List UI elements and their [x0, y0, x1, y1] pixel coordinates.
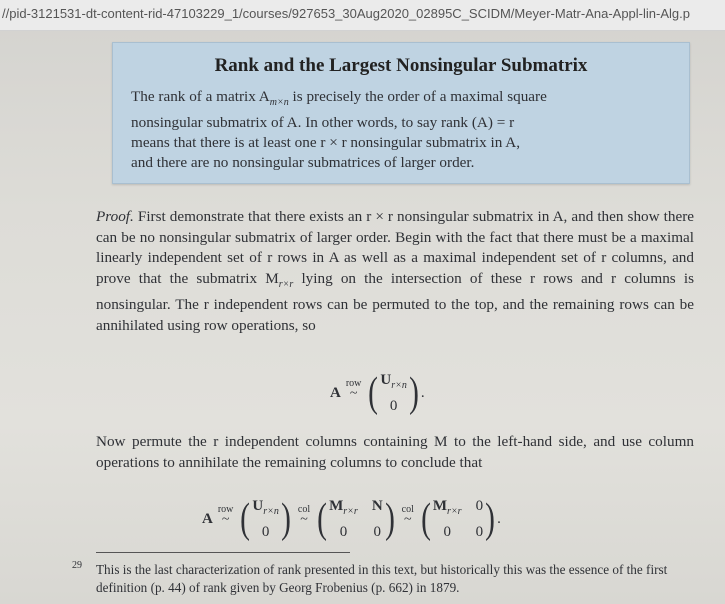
row-equivalence-2: row ~ — [217, 504, 234, 527]
proof-label: Proof. — [96, 208, 134, 225]
theorem-line-1: The rank of a matrix $A_{m\times n}$ is precisely the order of a maximal square — [131, 88, 547, 109]
row-equivalence: row ~ — [345, 378, 362, 401]
theorem-title: Rank and the Largest Nonsingular Submatrix — [214, 55, 588, 76]
matrix-a: A — [330, 384, 341, 401]
theorem-box — [112, 42, 690, 184]
column-equivalence-2: col ~ — [401, 504, 414, 527]
matrix-m0-block: ( $M_{r\times r}$ 0 0 0 ) — [420, 496, 495, 542]
column-paragraph: Now permute the r independent columns containing M to the left-hand side, and use column operations to annihilate the remaining columns to conclude that — [96, 433, 694, 471]
proof-text: First demonstrate that there exists an r × r nonsingular submatrix in A, and then show there can be no nonsingular submatrix of larger order. Begin with the fact that there must be a maximal linearly independent set of r rows in A as well as a maximal independent set of r columns, and prove that the submatrix M — [96, 208, 694, 287]
address-bar[interactable] — [0, 0, 725, 31]
matrix-u-block: ( $U_{r\times n}$ 0 ) — [368, 370, 419, 416]
proof-paragraph — [96, 207, 694, 336]
url-text[interactable]: //pid-3121531-dt-content-rid-47103229_1/courses/927653_30Aug2020_02895C_SCIDM/Meyer-Matr-Ana-Appl-lin-Alg.p — [2, 6, 690, 21]
equation-column-reduction: A row ~ ( $U_{r\times n}$ 0 ) col ~ ( $M_{r\times r}$ N 0 0 ) col ~ ( $M_{r\times r}$ 0 0 0 ) . — [202, 496, 501, 542]
theorem-line-4: and there are no nonsingular submatrices of larger order. — [131, 154, 475, 172]
footnote-rule — [96, 552, 350, 553]
proof-text-2: lying on the intersection of these r rows and r columns is nonsingular. The r independent rows can be permuted to the top, and the remaining rows can be annihilated using row operations, so — [96, 269, 695, 334]
footnote-text: This is the last characterization of rank presented in this text, but historically this was the essence of the first definition (p. 44) of rank given by Georg Frobenius (p. 662) in 1879. — [96, 562, 668, 595]
theorem-body — [131, 87, 671, 173]
theorem-line-3: means that there is at least one r × r nonsingular submatrix in A, — [131, 134, 521, 152]
equation-row-reduction: A row ~ ( $U_{r\times n}$ 0 ) . — [330, 370, 425, 416]
theorem-line-2: nonsingular submatrix of A. In other words, to say rank (A) = r — [131, 114, 515, 132]
footnote-number: 29 — [72, 560, 82, 571]
matrix-mn-block: ( $M_{r\times r}$ N 0 0 ) — [317, 496, 395, 542]
column-equivalence: col ~ — [297, 504, 311, 527]
proof-m-subscript: r×r — [278, 278, 294, 290]
matrix-u-block-2: ( $U_{r\times n}$ 0 ) — [240, 496, 291, 542]
